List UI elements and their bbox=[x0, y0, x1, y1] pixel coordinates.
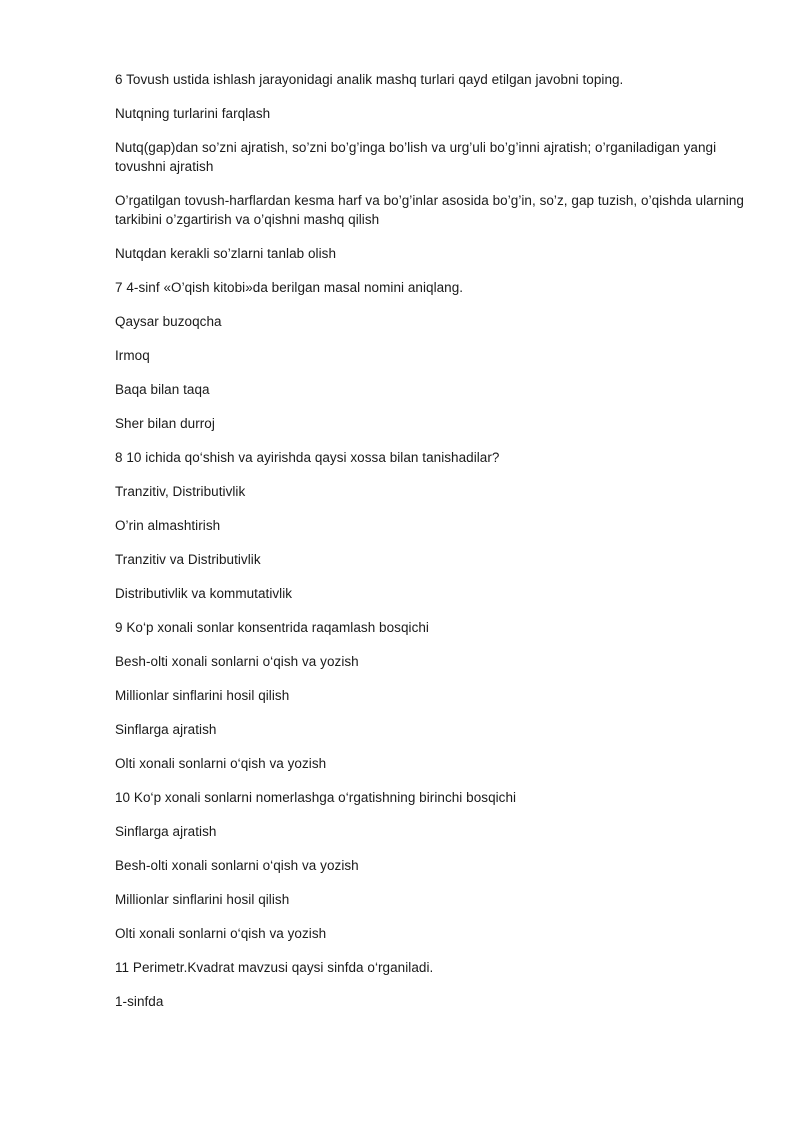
answer-option: 1-sinfda bbox=[115, 994, 164, 1009]
answer-option: Sher bilan durroj bbox=[115, 416, 215, 431]
answer-option: Olti xonali sonlarni o‘qish va yozish bbox=[115, 756, 327, 771]
answer-option: Qaysar buzoqcha bbox=[115, 314, 222, 329]
question-10: 10 Ko‘p xonali sonlarni nomerlashga o‘rgatishning birinchi bosqichi bbox=[115, 790, 517, 805]
answer-option: Distributivlik va kommutativlik bbox=[115, 586, 293, 601]
answer-option: Besh-olti xonali sonlarni o‘qish va yozish bbox=[115, 654, 359, 669]
question-6: 6 Tovush ustida ishlash jarayonidagi analik mashq turlari qayd etilgan javobni toping. bbox=[115, 72, 624, 87]
answer-option: Sinflarga ajratish bbox=[115, 722, 217, 737]
answer-option: Sinflarga ajratish bbox=[115, 824, 217, 839]
question-9: 9 Ko‘p xonali sonlar konsentrida raqamlash bosqichi bbox=[115, 620, 429, 635]
answer-option: Tranzitiv va Distributivlik bbox=[115, 552, 261, 567]
answer-option: Besh-olti xonali sonlarni o‘qish va yozish bbox=[115, 858, 359, 873]
answer-option: O’rin almashtirish bbox=[115, 518, 221, 533]
answer-option: Millionlar sinflarini hosil qilish bbox=[115, 892, 290, 907]
answer-option: Nutqdan kerakli so’zlarni tanlab olish bbox=[115, 246, 337, 261]
question-8: 8 10 ichida qo‘shish va ayirishda qaysi xossa bilan tanishadilar? bbox=[115, 450, 500, 465]
answer-option: Millionlar sinflarini hosil qilish bbox=[115, 688, 290, 703]
question-7: 7 4-sinf «O’qish kitobi»da berilgan masal nomini aniqlang. bbox=[115, 280, 464, 295]
question-11: 11 Perimetr.Kvadrat mavzusi qaysi sinfda o‘rganiladi. bbox=[115, 960, 434, 975]
answer-option: Tranzitiv, Distributivlik bbox=[115, 484, 246, 499]
answer-option: Baqa bilan taqa bbox=[115, 382, 210, 397]
answer-option: Irmoq bbox=[115, 348, 150, 363]
answer-option: O’rgatilgan tovush-harflardan kesma harf va bo’g’inlar asosida bo’g’in, so’z, gap tuzish, o’qishda ularning tarkibini o’zgartirish va o’qishni mashq qilish bbox=[115, 193, 744, 227]
answer-option: Nutq(gap)dan so’zni ajratish, so’zni bo’g’inga bo’lish va urg’uli bo’g’inni ajratish; o’rganiladigan yangi tovushni ajratish bbox=[115, 140, 717, 174]
document-page bbox=[115, 70, 755, 1026]
answer-option: Olti xonali sonlarni o‘qish va yozish bbox=[115, 926, 327, 941]
answer-option: Nutqning turlarini farqlash bbox=[115, 106, 271, 121]
